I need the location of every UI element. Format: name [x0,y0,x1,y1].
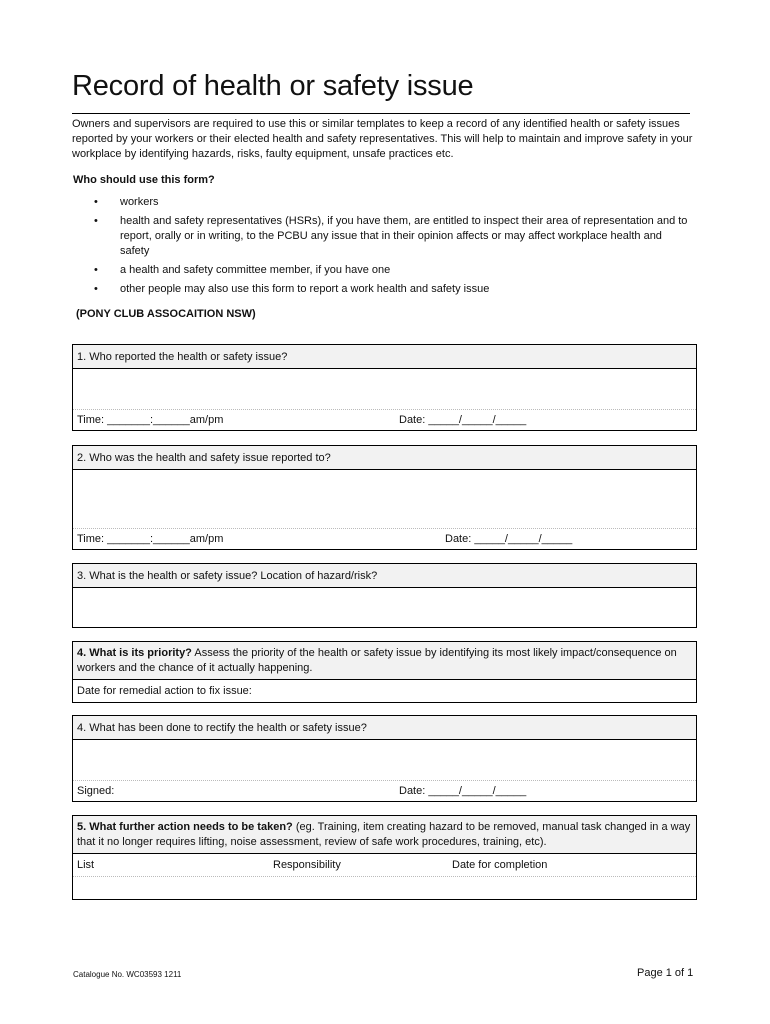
list-item [90,195,690,210]
section-header: 4. What has been done to rectify the health or safety issue? [73,716,696,740]
list-item [90,282,690,297]
list-item [90,214,690,259]
list-item-text: workers [120,196,159,208]
list-item-text: health and safety representatives (HSRs), if you have them, are entitled to inspect their area of representation and to report, orally or in writing, to the PCBU any issue that in their opinion affects or may affect workplace health and safety [120,215,688,257]
section-header-text: Assess the priority of the health or safety issue by identifying its most likely impact/consequence on workers and the chance of it actually happening. [77,647,677,674]
section-issue-location [72,563,697,628]
section-header-bold: 4. What is its priority? [77,647,192,659]
section-further-action [72,815,697,900]
column-date-completion: Date for completion [452,859,548,871]
signed-date-row [73,781,696,801]
section-header: 1. Who reported the health or safety issue? [73,345,696,369]
bullet-icon: • [94,215,98,227]
title-divider [72,113,690,114]
section-header: 2. Who was the health and safety issue reported to? [73,446,696,470]
section-header: 3. What is the health or safety issue? Location of hazard/risk? [73,564,696,588]
date-field[interactable]: Date: _____/_____/_____ [445,533,573,545]
action-table-row[interactable] [73,877,696,898]
list-item-text: a health and safety committee member, if you have one [120,264,391,276]
remedial-date-label: Date for remedial action to fix issue: [77,685,252,697]
action-table-header [73,854,696,877]
page-title: Record of health or safety issue [72,70,474,102]
issue-description-field[interactable] [73,588,696,626]
time-field[interactable]: Time: _______:______am/pm [77,414,224,426]
section-rectify [72,715,697,802]
column-list: List [77,859,95,871]
date-field[interactable]: Date: _____/_____/_____ [399,414,527,426]
list-item-text: other people may also use this form to report a work health and safety issue [120,283,490,295]
section-header [73,816,696,854]
rectify-description-field[interactable] [73,740,696,781]
column-responsibility: Responsibility [273,859,341,871]
list-item [90,263,690,278]
section-header [73,642,696,680]
reported-to-field[interactable] [73,470,696,529]
time-date-row [73,529,696,549]
signed-field[interactable]: Signed: [77,785,115,797]
section-priority [72,641,697,703]
organisation-name: (PONY CLUB ASSOCAITION NSW) [76,308,256,320]
section-header-text: (eg. Training, item creating hazard to be removed, manual task changed in a way that it no longer requires lifting, noise assessment, review of safe work procedures, training, etc). [77,821,691,848]
section-header-bold: 5. What further action needs to be taken? [77,821,293,833]
page-number: Page 1 of 1 [637,967,694,979]
who-should-use-heading: Who should use this form? [73,174,215,186]
bullet-icon: • [94,283,98,295]
reporter-name-field[interactable] [73,369,696,410]
section-who-reported [72,344,697,431]
bullet-icon: • [94,196,98,208]
bullet-icon: • [94,264,98,276]
section-reported-to [72,445,697,550]
catalogue-number: Catalogue No. WC03593 1211 [73,970,182,979]
time-field[interactable]: Time: _______:______am/pm [77,533,224,545]
who-should-use-list [90,195,690,301]
time-date-row [73,410,696,430]
date-field[interactable]: Date: _____/_____/_____ [399,785,527,797]
intro-paragraph: Owners and supervisors are required to use this or similar templates to keep a record of any identified health or safety issues reported by your workers or their elected health and safety representatives. This will help to maintain and improve safety in your workplace by identifying hazards, risks, faulty equipment, unsafe practices etc. [72,118,693,160]
remedial-date-row[interactable] [73,680,696,702]
